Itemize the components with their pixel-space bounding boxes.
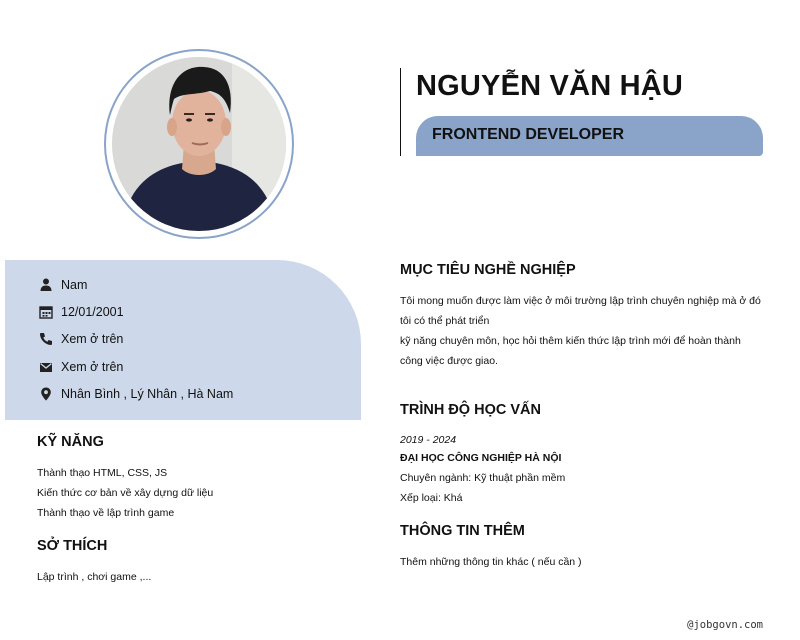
full-name: NGUYỄN VĂN HẬU bbox=[416, 70, 684, 102]
contact-phone bbox=[38, 328, 123, 350]
contact-text: 12/01/2001 bbox=[61, 305, 124, 319]
objective-text bbox=[400, 291, 765, 371]
phone-icon bbox=[38, 331, 54, 347]
contact-text: Nhân Bình , Lý Nhân , Hà Nam bbox=[61, 387, 234, 401]
contact-birthdate bbox=[38, 301, 124, 323]
contact-gender bbox=[38, 274, 87, 296]
contact-address bbox=[38, 383, 233, 405]
school-name: ĐẠI HỌC CÔNG NGHIỆP HÀ NỘI bbox=[400, 452, 562, 464]
person-icon bbox=[38, 277, 54, 293]
objective-line: Tôi mong muốn được làm việc ở môi trường lập trình chuyên nghiệp mà ở đó tôi có thể phát triển bbox=[400, 295, 761, 327]
objective-heading: MỤC TIÊU NGHỀ NGHIỆP bbox=[400, 262, 576, 278]
contact-email bbox=[38, 356, 123, 378]
calendar-icon bbox=[38, 304, 54, 320]
name-divider bbox=[400, 68, 401, 156]
objective-line: kỹ năng chuyên môn, học hỏi thêm kiến thức lập trình mới để hoàn thành công việc được giao. bbox=[400, 335, 741, 367]
job-title: FRONTEND DEVELOPER bbox=[432, 126, 625, 143]
hobbies-heading: SỞ THÍCH bbox=[37, 538, 108, 554]
extra-info-heading: THÔNG TIN THÊM bbox=[400, 523, 525, 539]
education-major: Chuyên ngành: Kỹ thuật phần mềm bbox=[400, 472, 566, 484]
contact-text: Xem ở trên bbox=[61, 360, 124, 374]
education-grade: Xếp loại: Khá bbox=[400, 492, 463, 504]
extra-info-text: Thêm những thông tin khác ( nếu cần ) bbox=[400, 556, 582, 568]
skill-item: Kiến thức cơ bản về xây dựng dữ liệu bbox=[37, 487, 214, 499]
avatar-photo-image bbox=[112, 57, 286, 231]
education-period: 2019 - 2024 bbox=[400, 434, 457, 446]
avatar bbox=[112, 57, 286, 231]
location-pin-icon bbox=[38, 386, 54, 402]
contact-text: Xem ở trên bbox=[61, 332, 124, 346]
skill-item: Thành thạo HTML, CSS, JS bbox=[37, 467, 168, 479]
watermark: @jobgovn.com bbox=[687, 619, 763, 631]
hobbies-text: Lập trình , chơi game ,... bbox=[37, 571, 152, 583]
education-heading: TRÌNH ĐỘ HỌC VẤN bbox=[400, 402, 541, 418]
contact-text: Nam bbox=[61, 278, 88, 292]
mail-icon bbox=[38, 359, 54, 375]
skills-heading: KỸ NĂNG bbox=[37, 434, 104, 450]
skill-item: Thành thạo về lập trình game bbox=[37, 507, 175, 519]
